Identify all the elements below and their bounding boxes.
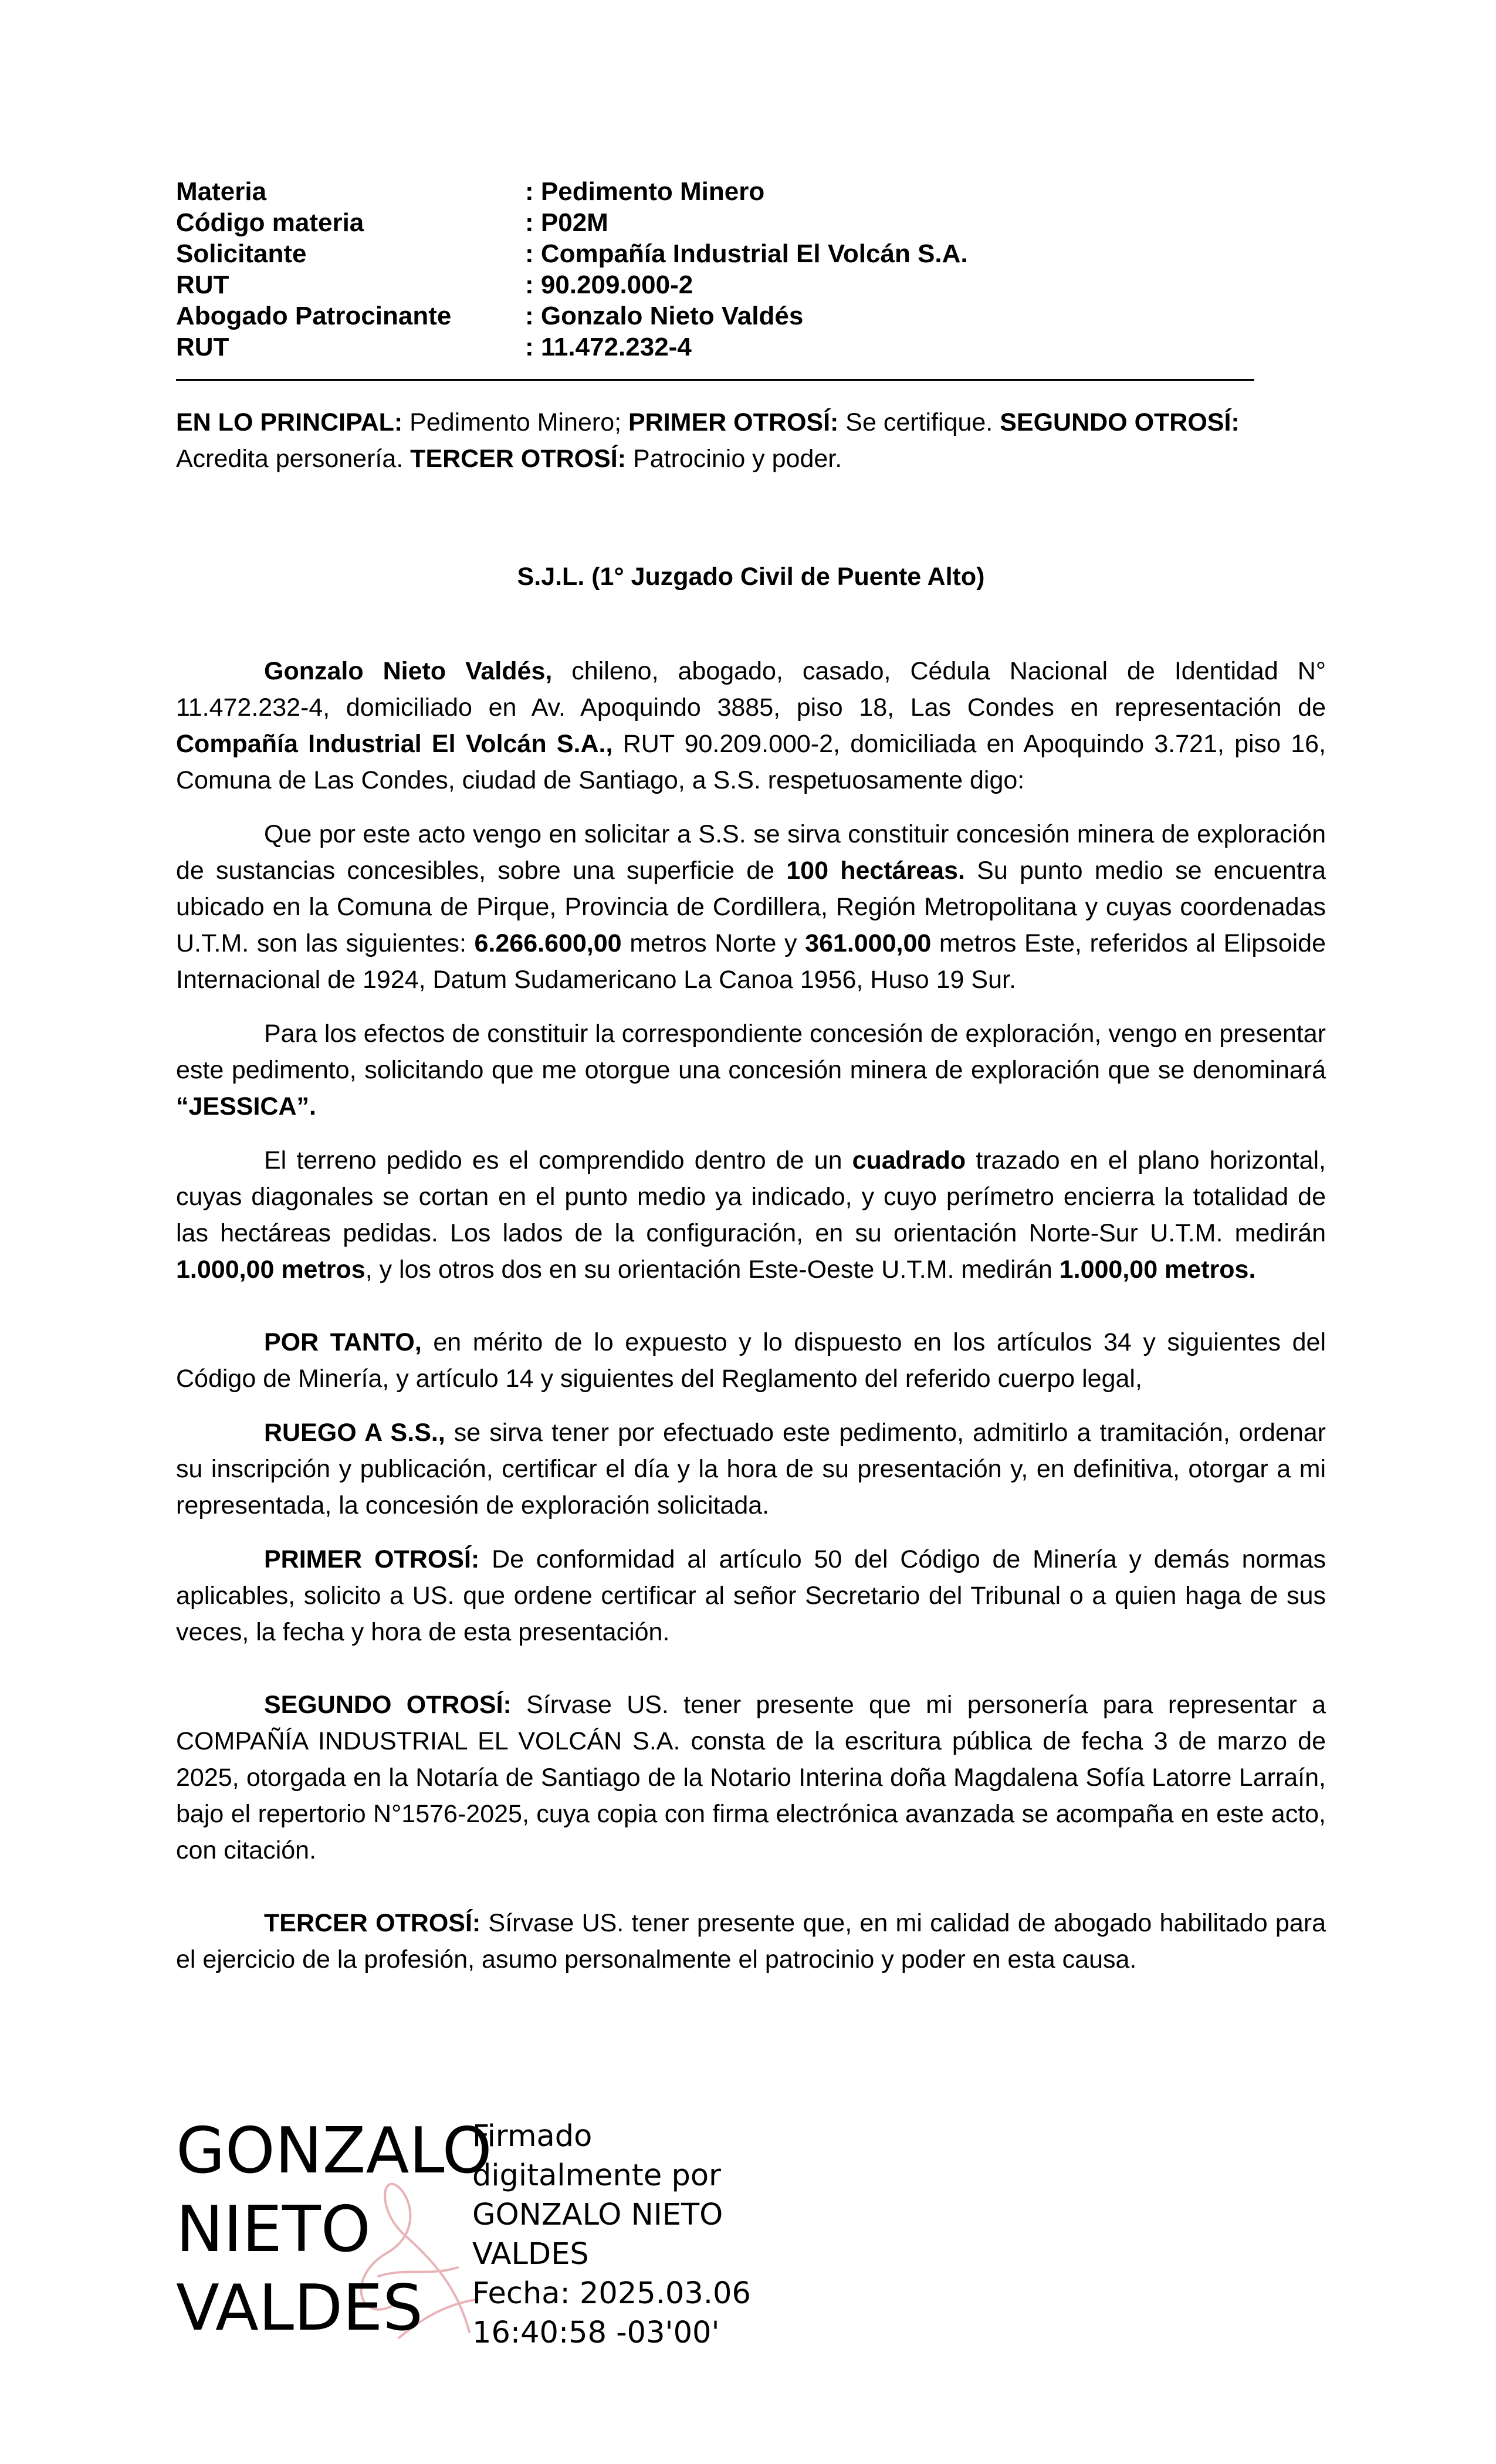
document-page (176, 176, 1326, 1978)
summary-principal-text: Pedimento Minero; (402, 408, 628, 436)
bold-text: TERCER OTROSÍ: (264, 1909, 481, 1937)
bold-text: Compañía Industrial El Volcán S.A., (176, 730, 613, 758)
header-value: : Gonzalo Nieto Valdés (525, 302, 804, 330)
body-text: Que por este acto vengo en solicitar a S.S. se sirva constituir concesión minera de exploración de sustancias concesibles, sobre una superficie de (176, 820, 1326, 885)
header-label: Solicitante (176, 239, 307, 268)
body-text: Sírvase US. tener presente que, en mi calidad de abogado habilitado para el ejercicio de la profesión, asumo personalmente el patrocinio y poder en esta causa. (176, 1909, 1326, 1974)
summary-tercer-otrosi-label: TERCER OTROSÍ: (410, 445, 627, 473)
signer-name-line: GONZALO (176, 2114, 492, 2188)
header-row-abogado (176, 300, 1326, 331)
header-value: : 11.472.232-4 (525, 333, 692, 361)
paragraph-por-tanto (176, 1324, 1326, 1397)
bold-text: 6.266.600,00 (474, 929, 622, 957)
court-heading: S.J.L. (1° Juzgado Civil de Puente Alto) (517, 563, 985, 591)
header-row-codigo-materia (176, 207, 1326, 238)
body-text: Su punto medio se encuentra ubicado en la Comuna de Pirque, Provincia de Cordillera, Región Metropolitana y cuyas coordenadas U.T.M. son las siguientes: (176, 857, 1326, 957)
signer-name-line: VALDES (176, 2272, 423, 2345)
body-text: RUT 90.209.000-2, domiciliada en Apoquindo 3.721, piso 16, Comuna de Las Condes, ciudad de Santiago, a S.S. respetuosamente digo: (176, 730, 1326, 794)
summary-tercer-otrosi-text: Patrocinio y poder. (626, 445, 842, 473)
summary-primer-otrosi-label: PRIMER OTROSÍ: (628, 408, 839, 436)
header-value: : P02M (525, 208, 608, 237)
signature-detail-line: digitalmente por (472, 2158, 722, 2193)
header-label: RUT (176, 270, 229, 299)
bold-text: “JESSICA”. (176, 1092, 316, 1121)
signature-detail-line: 16:40:58 -03'00' (472, 2316, 720, 2350)
paragraph-ruego (176, 1414, 1326, 1524)
header-row-rut-abogado (176, 331, 1326, 363)
body-text: El terreno pedido es el comprendido dentro de un (264, 1146, 852, 1175)
paragraph-tercer-otrosi (176, 1905, 1326, 1978)
signature-detail-line: VALDES (472, 2237, 589, 2272)
header-row-rut-solicitante (176, 269, 1326, 300)
signature-detail-line: GONZALO NIETO (472, 2198, 723, 2232)
body-text: en mérito de lo expuesto y lo dispuesto en los artículos 34 y siguientes del Código de Minería, y artículo 14 y siguientes del Reglamento del referido cuerpo legal, (176, 1328, 1326, 1393)
body-text: , y los otros dos en su orientación Este-Oeste U.T.M. medirán (365, 1255, 1060, 1284)
body-text: se sirva tener por efectuado este pedimento, admitirlo a tramitación, ordenar su inscripción y publicación, certificar el día y la hora de su presentación y, en definitiva, otorgar a mi representada, la concesión de exploración solicitada. (176, 1419, 1326, 1519)
signature-details (472, 2117, 751, 2353)
paragraph-segundo-otrosi (176, 1687, 1326, 1869)
paragraph-appearance (176, 653, 1326, 798)
summary-segundo-otrosi-text: Acredita personería. (176, 445, 411, 473)
body-text: chileno, abogado, casado, Cédula Nacional de Identidad N° 11.472.232-4, domiciliado en Av. Apoquindo 3885, piso 18, Las Condes en representación de (176, 657, 1326, 722)
header-label: Materia (176, 177, 267, 206)
bold-text: 361.000,00 (805, 929, 932, 957)
summary-primer-otrosi-text: Se certifique. (838, 408, 1000, 436)
body-text: Para los efectos de constituir la correspondiente concesión de exploración, vengo en presentar este pedimento, solicitando que me otorgue una concesión minera de exploración que se denominará (176, 1020, 1326, 1084)
signer-name (176, 2112, 492, 2348)
signature-detail-line: Firmado (472, 2119, 593, 2154)
body-text: trazado en el plano horizontal, cuyas diagonales se cortan en el punto medio ya indicado, y cuyo perímetro encierra la totalidad de las hectáreas pedidas. Los lados de la configuración, en su orientación Norte-Sur U.T.M. medirán (176, 1146, 1326, 1247)
header-label: Abogado Patrocinante (176, 302, 452, 330)
signature-detail-line: Fecha: 2025.03.06 (472, 2276, 751, 2311)
bold-text: SEGUNDO OTROSÍ: (264, 1691, 512, 1719)
summary-segundo-otrosi-label: SEGUNDO OTROSÍ: (1000, 408, 1240, 436)
body-text: De conformidad al artículo 50 del Código de Minería y demás normas aplicables, solicito a US. que ordene certificar al señor Secretario del Tribunal o a quien haga de sus veces, la fecha y hora de esta presentación. (176, 1545, 1326, 1646)
header-value: : 90.209.000-2 (525, 270, 693, 299)
paragraph-request (176, 816, 1326, 998)
header-label: RUT (176, 333, 229, 361)
bold-text: POR TANTO, (264, 1328, 422, 1356)
header-divider (176, 379, 1254, 381)
header-row-materia (176, 176, 1326, 207)
paragraph-terrain (176, 1142, 1326, 1288)
body-text: metros Norte y (621, 929, 805, 957)
summary-principal-label: EN LO PRINCIPAL: (176, 408, 403, 436)
header-row-solicitante (176, 238, 1326, 269)
header-value: : Compañía Industrial El Volcán S.A. (525, 239, 968, 268)
paragraph-concession-name (176, 1016, 1326, 1125)
bold-text: PRIMER OTROSÍ: (264, 1545, 480, 1573)
bold-text: RUEGO A S.S., (264, 1419, 445, 1447)
bold-text: 1.000,00 metros (176, 1255, 365, 1284)
case-header (176, 176, 1326, 363)
header-value: : Pedimento Minero (525, 177, 765, 206)
digital-signature (176, 2112, 763, 2358)
filing-summary (176, 404, 1326, 477)
body-text: metros Este, referidos al Elipsoide Internacional de 1924, Datum Sudamericano La Canoa 1956, Huso 19 Sur. (176, 929, 1326, 994)
header-label: Código materia (176, 208, 364, 237)
bold-text: cuadrado (852, 1146, 966, 1175)
body-text: Sírvase US. tener presente que mi personería para representar a COMPAÑÍA INDUSTRIAL EL VOLCÁN S.A. consta de la escritura pública de fecha 3 de marzo de 2025, otorgada en la Notaría de Santiago de la Notario Interina doña Magdalena Sofía Latorre Larraín, bajo el repertorio N°1576-2025, cuya copia con firma electrónica avanzada se acompaña en este acto, con citación. (176, 1691, 1326, 1864)
paragraph-primer-otrosi (176, 1541, 1326, 1650)
bold-text: 100 hectáreas. (786, 857, 965, 885)
bold-text: Gonzalo Nieto Valdés, (264, 657, 553, 685)
bold-text: 1.000,00 metros. (1059, 1255, 1256, 1284)
signer-name-line: NIETO (176, 2193, 371, 2266)
